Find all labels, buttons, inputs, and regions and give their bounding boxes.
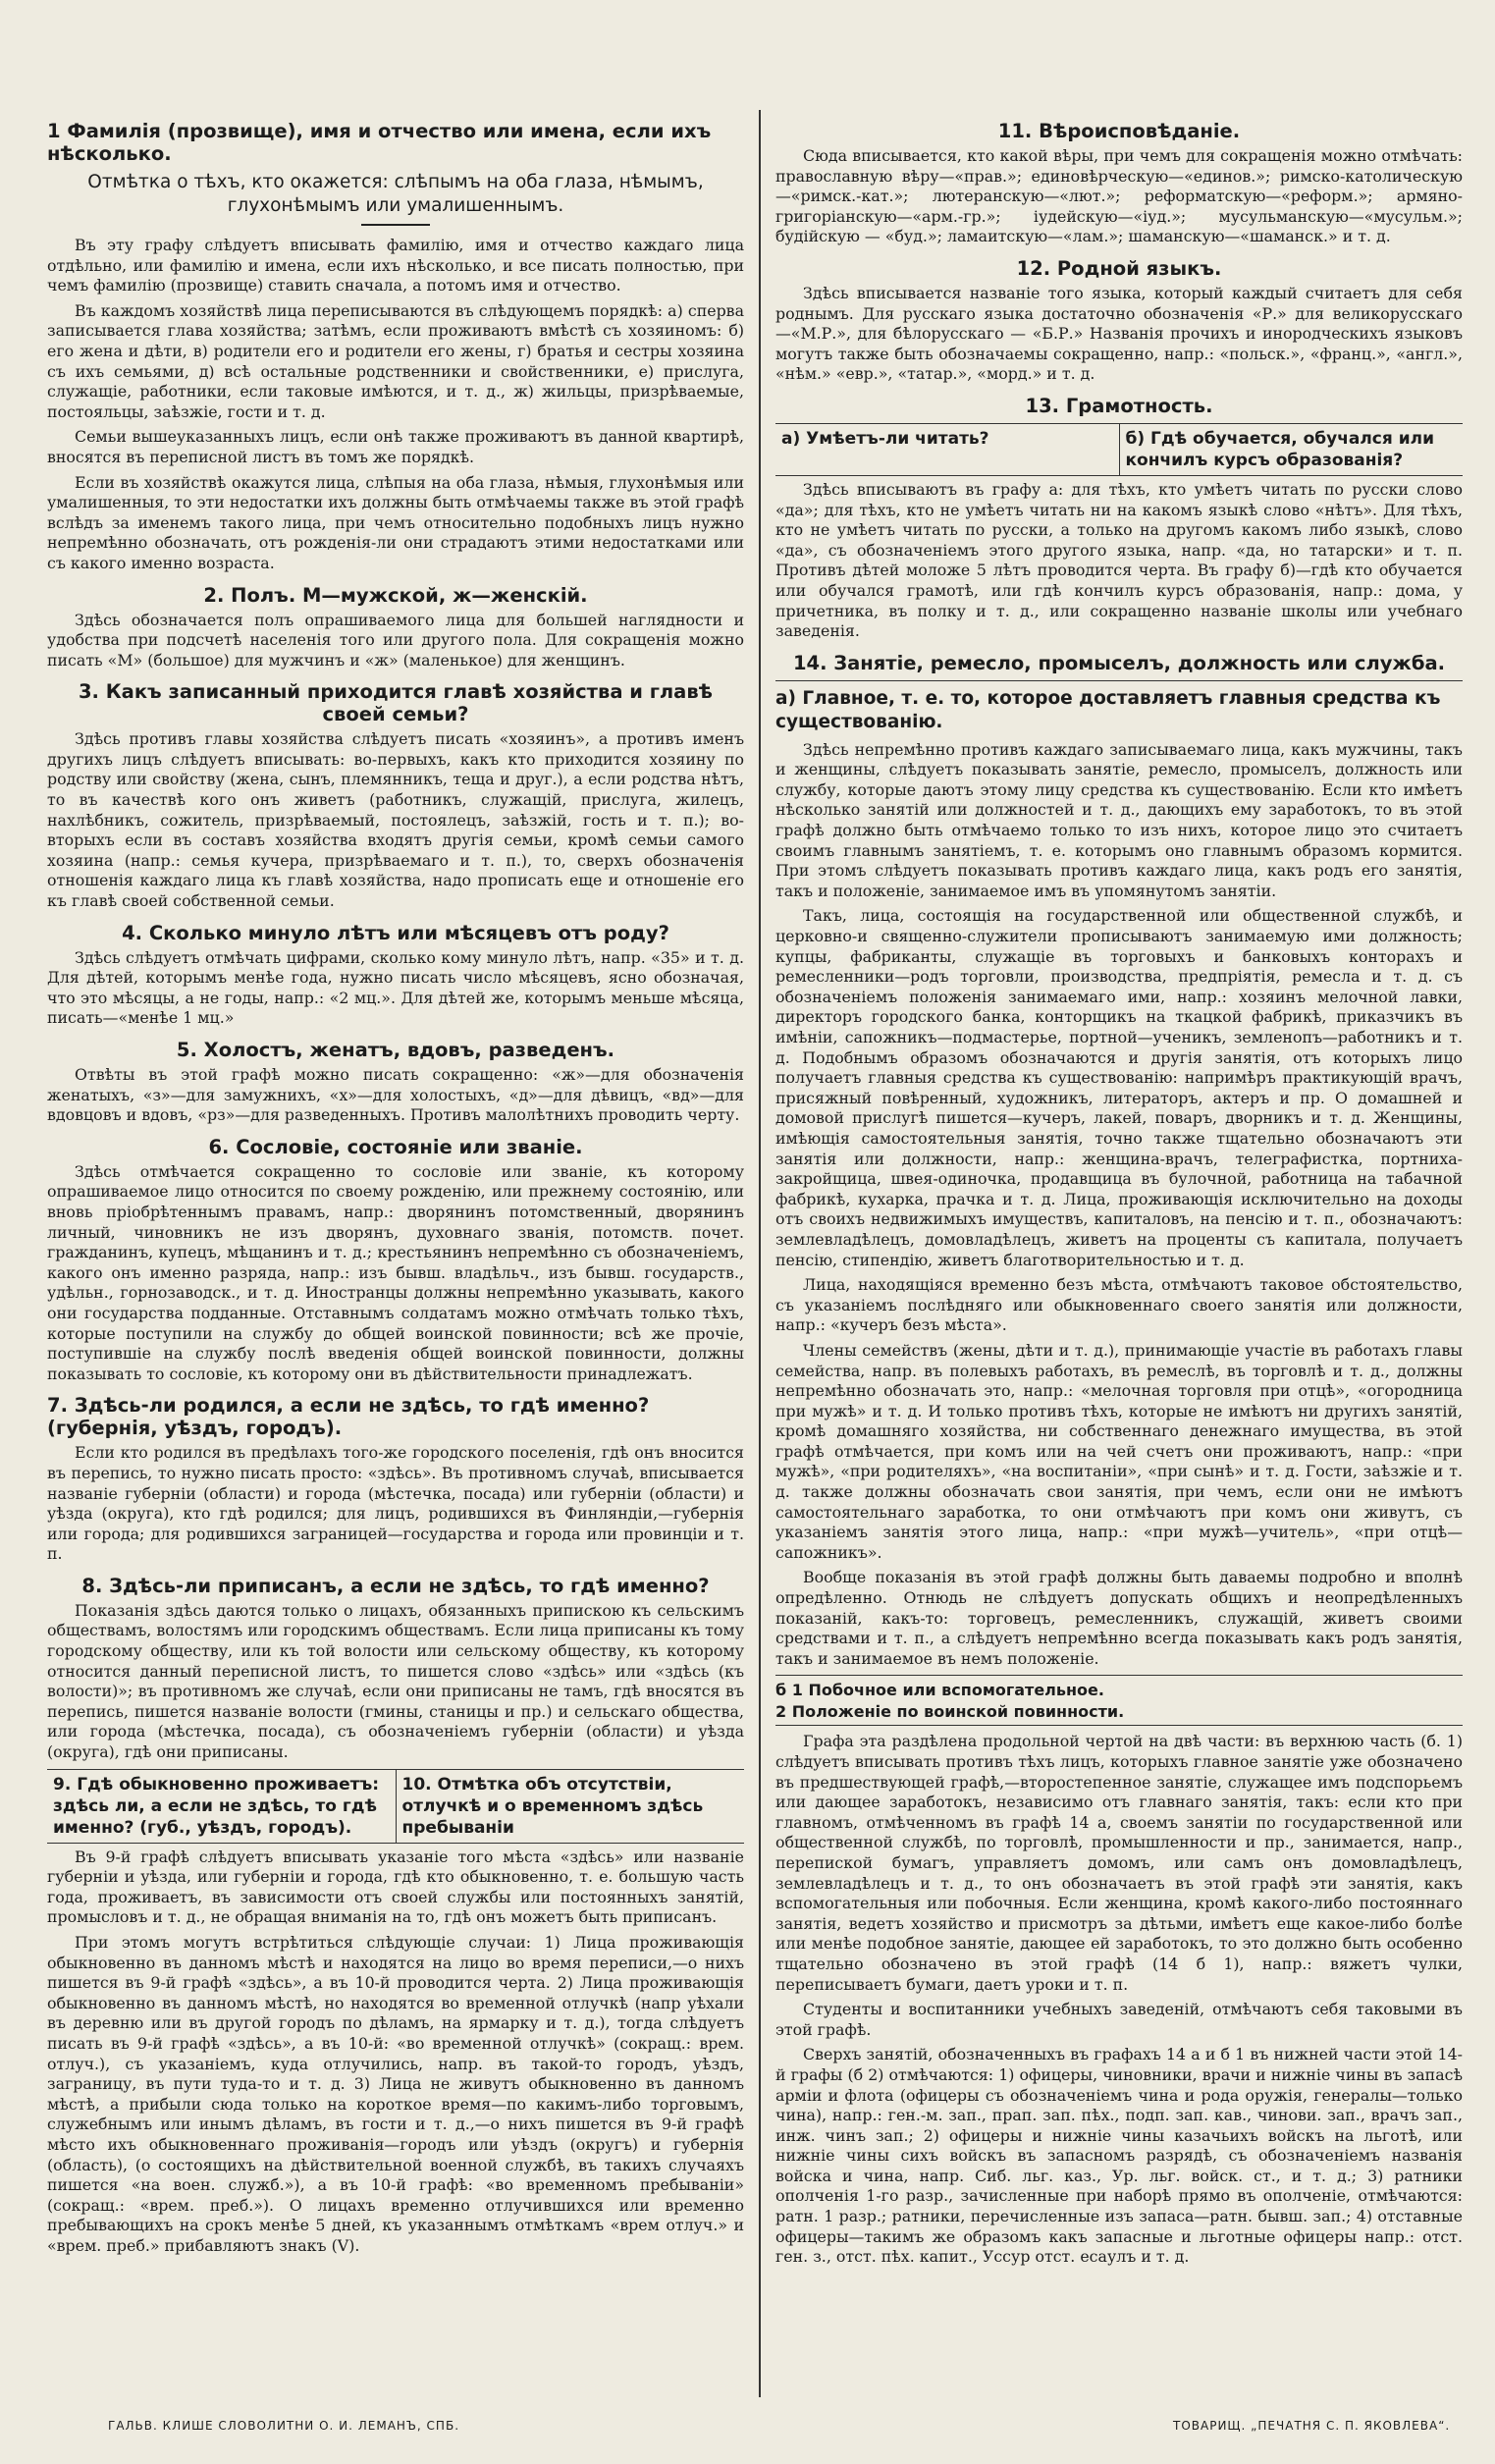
paragraph: Вообще показанія въ этой графѣ должны быть даваемы подробно и вполнѣ опредѣленно. Отнюдь не слѣдуетъ допускать общихъ и неопредѣленныхъ показаній, какъ-то: торговецъ, ремесленникъ, служащій, живетъ своими средствами и т. п., а слѣдуетъ непремѣнно всегда показывать какъ родъ занятія, такъ и занимаемое въ немъ положеніе. xyxy=(775,1568,1463,1668)
paragraph: Лица, находящіяся временно безъ мѣста, отмѣчаютъ таковое обстоятельство, съ указаніемъ послѣдняго или обыкновеннаго своего занятія или должности, напр.: «кучеръ безъ мѣста». xyxy=(775,1275,1463,1335)
section-11-title: 11. Вѣроисповѣданіе. xyxy=(997,120,1241,142)
paragraph: Въ 9-й графѣ слѣдуетъ вписывать указаніе того мѣста «здѣсь» или названіе губерніи и уѣзда, или губерніи и города, гдѣ кто обыкновенно, т. е. большую часть года, проживаетъ, въ зависимости отъ своей службы или постоянныхъ занятій, промысловъ и т. д., не обращая вниманія на то, гдѣ онъ можетъ быть приписанъ. xyxy=(47,1847,744,1927)
section-14b-header xyxy=(775,1675,1463,1726)
section-9-title: 9. Гдѣ обыкновенно проживаетъ: здѣсь ли, а если не здѣсь, то гдѣ именно? (губ., уѣздъ, городъ). xyxy=(53,1774,380,1838)
paragraph: Семьи вышеуказанныхъ лицъ, если онѣ также проживаютъ въ данной квартирѣ, вносятся въ переписной листъ въ томъ же порядкѣ. xyxy=(47,427,744,466)
paragraph: Студенты и воспитанники учебныхъ заведеній, отмѣчаютъ себя таковыми въ этой графѣ. xyxy=(775,2000,1463,2039)
section-13-title: 13. Грамотность. xyxy=(1025,394,1213,417)
section-14b2-title: 2 Положеніе по воинской повинности. xyxy=(775,1702,1125,1722)
section-2-title: 2. Полъ. М—мужской, ж—женскій. xyxy=(203,583,588,607)
paragraph: Здѣсь слѣдуетъ отмѣчать цифрами, сколько кому минуло лѣтъ, напр. «35» и т. д. Для дѣтей, которымъ менѣе года, нужно писать число мѣсяцевъ, ясно обозначая, что это мѣсяцы, а не годы, напр.: «2 мц.». Для дѣтей же, которымъ меньше мѣсяца, писать—«менѣе 1 мц.» xyxy=(47,947,744,1028)
section-14a-subtitle: а) Главное, т. е. то, которое доставляетъ главныя средства къ существованію. xyxy=(775,687,1441,732)
paragraph: Если кто родился въ предѣлахъ того-же городского поселенія, гдѣ онъ вносится въ перепись, то нужно писать просто: «здѣсь». Въ противномъ случаѣ, вписывается названіе губерніи (области) и города (мѣстечка, посада) или губерніи (области) и уѣзда (округа), кто гдѣ родился; для лицъ, родившихся въ Финляндіи,—губернія или города; для родившихся заграницей—государства и города или провинціи и т. п. xyxy=(47,1443,744,1564)
paragraph: Здѣсь вписываютъ въ графу а: для тѣхъ, кто умѣетъ читать по русски слово «да»; для тѣхъ, кто не умѣетъ читать ни на какомъ языкѣ слово «нѣтъ». Для тѣхъ, кто не умѣетъ читать по русски, а только на другомъ какомъ либо языкѣ, слово «да», съ обозначеніемъ этого другого языка, напр. «да, но татарски» и т. п. Противъ дѣтей моложе 5 лѣтъ проводится черта. Въ графу б)—гдѣ кто обучается или обучался грамотѣ, или гдѣ кончилъ курсъ образованія, напр.: дома, у причетника, въ полку и т. д., или сокращенно названіе школы или учебнаго заведенія. xyxy=(775,479,1463,641)
paragraph: Сверхъ занятій, обозначенныхъ въ графахъ 14 а и б 1 въ нижней части этой 14-й графы (б 2) отмѣчаются: 1) офицеры, чиновники, врачи и нижніе чины въ запасѣ арміи и флота (офицеры съ обозначеніемъ чина и рода оружія, генералы—только чина), напр.: ген.-м. зап., прап. зап. пѣх., подп. зап. кав., чинови. зап., врачъ зап., инж. чинъ зап.; 2) офицеры и нижніе чины казачьихъ войскъ на льготѣ, или нижніе чины сихъ войскъ въ запасномъ разрядѣ, съ обозначеніемъ названія войска и чина, напр. Сиб. льг. каз., Ур. льг. войск. ст., и т. д.; 3) ратники ополченія 1-го разр., зачисленные при наборѣ прямо въ ополченіе, отмѣчаются: ратн. 1 разр.; ратники, перечисленные изъ запаса—ратн. бывш. зап.; 4) отставные офицеры—такимъ же образомъ какъ запасные и льготные офицеры напр.: отст. ген. з., отст. пѣх. капит., Уссур отст. есаулъ и т. д. xyxy=(775,2045,1463,2267)
paragraph: Графа эта раздѣлена продольной чертой на двѣ части: въ верхнюю часть (б. 1) слѣдуетъ вписывать противъ тѣхъ лицъ, которыхъ главное занятіе уже обозначено въ предшествующей графѣ,—второстепенное занятіе, служащее имъ подспорьемъ или дающее заработокъ, независимо отъ главнаго занятія, такъ: если кто при главномъ, отмѣченномъ въ графѣ 14 а, своемъ занятіи по государственной или общественной службѣ, по торговлѣ, промышленности и пр., занимается, напр., перепиской бумагъ, управляетъ домомъ, или самъ онъ домовладѣлецъ, землевладѣлецъ и т. д., то онъ обозначаетъ въ этой графѣ эти занятія, какъ вспомогательныя или побочныя. Если женщина, кромѣ какого-либо постояннаго занятія, ведетъ хозяйство и присмотръ за дѣтьми, имѣетъ еще какое-либо болѣе или менѣе подобное занятіе, дающее ей заработокъ, то это должно быть особенно тщательно обозначено въ этой графѣ (14 б 1), напр.: вяжетъ чулки, переписываетъ бумаги, даетъ уроки и т. п. xyxy=(775,1732,1463,1994)
paragraph: Показанія здѣсь даются только о лицахъ, обязанныхъ припискою къ сельскимъ обществамъ, волостямъ или городскимъ обществамъ. Если лица приписаны къ тому городскому обществу, или къ той волости или сельскому обществу, къ которому относится данный переписной листъ, то пишется слово «здѣсь» или «здѣсь (къ волости)»; въ противномъ же случаѣ, если они приписаны не тамъ, гдѣ вносятся въ перепись, пишется названіе волости (гмины, станицы и пр.) и сельскаго общества, или города (мѣстечка, посада), съ обозначеніемъ губерніи (области) и уѣзда (округа), гдѣ они приписаны. xyxy=(47,1600,744,1762)
divider xyxy=(361,224,430,226)
paragraph: Сюда вписывается, кто какой вѣры, при чемъ для сокращенія можно отмѣчать: православную вѣру—«прав.»; единовѣрческую—«единов.»; римско-католическую—«римск.-кат.»; лютеранскую—«лют.»; реформатскую—«реформ.»; армяно-григоріанскую—«арм.-гр.»; іудейскую—«іуд.»; мусульманскую—«мусульм.»; будійскую — «буд.»; ламаитскую—«лам.»; шаманскую—«шаманск.» и т. д. xyxy=(775,146,1463,246)
section-14b1-title: б 1 Побочное или вспомогательное. xyxy=(775,1681,1104,1700)
paragraph: Въ эту графу слѣдуетъ вписывать фамилію, имя и отчество каждаго лица отдѣльно, или фамилію и имена, если ихъ нѣсколько, и все писать полностью, при чемъ фамилію (прозвище) ставить сначала, а потомъ имя и отчество. xyxy=(47,236,744,295)
section-10-title: 10. Отмѣтка объ отсутствіи, отлучкѣ и о временномъ здѣсь пребываніи xyxy=(396,1770,745,1843)
printer-credit-right: ТОВАРИЩ. „ПЕЧАТНЯ С. П. ЯКОВЛЕВА“. xyxy=(1173,2419,1451,2433)
column-divider xyxy=(759,110,761,2397)
paragraph: Здѣсь вписывается названіе того языка, который каждый считаетъ для себя роднымъ. Для русскаго языка достаточно обозначенія «Р.» для великорусскаго—«М.Р.», для бѣлорусскаго — «Б.Р.» Названія прочихъ и инородческихъ языковъ могутъ также быть обозначаемы сокращенно, напр.: «польск.», «франц.», «англ.», «нѣм.» «евр.», «татар.», «морд.» и т. д. xyxy=(775,283,1463,384)
section-12-title: 12. Родной языкъ. xyxy=(1016,256,1222,280)
section-14-title: 14. Занятіе, ремесло, промыселъ, должность или служба. xyxy=(792,651,1446,674)
section-6-title: 6. Сословіе, состояніе или званіе. xyxy=(208,1135,583,1158)
paragraph: Въ каждомъ хозяйствѣ лица переписываются въ слѣдующемъ порядкѣ: а) сперва записывается глава хозяйства; затѣмъ, если проживаютъ вмѣстѣ съ хозяиномъ: б) его жена и дѣти, в) родители его и родители его жены, г) братья и сестры хозяина съ ихъ семьями, д) всѣ остальные родственники и свойственники, е) прислуга, служащіе, работники, если таковые имѣются, и т. д., ж) жильцы, призрѣваемые, постояльцы, заѣзжіе, гости и т. д. xyxy=(47,300,744,421)
paragraph: Здѣсь непремѣнно противъ каждаго записываемаго лица, какъ мужчины, такъ и женщины, слѣдуетъ показывать занятіе, ремесло, промыселъ, должность или службу, которые даютъ этому лицу средства къ существованію. Если кто имѣетъ нѣсколько занятій или должностей и т. д., дающихъ ему заработокъ, то въ этой графѣ должно быть отмѣчаемо только то изъ нихъ, которое лицо это считаетъ своимъ главнымъ занятіемъ, т. е. которымъ оно главнымъ образомъ кормится. При этомъ слѣдуетъ показывать противъ каждаго лица, какъ родъ его занятія, такъ и положеніе, занимаемое имъ въ упомянутомъ занятіи. xyxy=(775,739,1463,900)
section-3-title: 3. Какъ записанный приходится главѣ хозяйства и главѣ своей семьи? xyxy=(78,680,714,726)
paragraph: Члены семействъ (жены, дѣти и т. д.), принимающіе участіе въ работахъ главы семейства, напр. въ полевыхъ работахъ, въ ремеслѣ, въ торговлѣ и т. д., должны непремѣнно обозначать это, напр.: «мелочная торговля при отцѣ», «огородница при мужѣ» и т. д. И только противъ тѣхъ, которые не имѣютъ ни другихъ занятій, кромѣ домашняго хозяйства, ни собственнаго денежнаго имущества, въ этой графѣ отмѣчается, при комъ или на чей счетъ они проживаютъ, напр.: «при мужѣ», «при родителяхъ», «на воспитаніи», «при сынѣ» и т. д. Гости, заѣзжіе и т. д. также должны обозначать свои занятія, при чемъ, если они не имѣютъ самостоятельнаго заработка, то они отмѣчаютъ при комъ они живутъ, съ указаніемъ занятія этого лица, напр.: «при мужѣ—учитель», «при отцѣ—сапожникъ». xyxy=(775,1340,1463,1562)
section-4-title: 4. Сколько минуло лѣтъ или мѣсяцевъ отъ роду? xyxy=(122,921,669,944)
left-column xyxy=(47,110,744,2387)
right-column xyxy=(775,110,1463,2387)
paragraph: Здѣсь отмѣчается сокращенно то сословіе или званіе, къ которому опрашиваемое лицо относится по своему рожденію, или прежнему состоянію, или вновь пріобрѣтеннымъ правамъ, напр.: дворянинъ потомственный, дворянинъ личный, чиновникъ не изъ дворянъ, духовнаго званія, потомств. почет. гражданинъ, купецъ, мѣщанинъ и т. д.; крестьянинъ непремѣнно съ обозначеніемъ, какого онъ именно разряда, напр.: изъ бывш. владѣльч., изъ бывш. государств., удѣльн., горнозаводск., и т. д. Иностранцы должны непремѣнно указывать, какого они государства подданные. Отставнымъ солдатамъ можно отмѣчать только тѣхъ, которые поступили на службу до общей воинской повинности; всѣ же прочіе, поступившіе на службу послѣ введенія общей воинской повинности, должны показывать то сословіе, къ которому они въ дѣйствительности принадлежатъ. xyxy=(47,1161,744,1383)
paragraph: Здѣсь обозначается полъ опрашиваемого лица для большей наглядности и удобства при подсчетѣ населенія того или другого пола. Для сокращенія можно писать «М» (большое) для мужчинъ и «ж» (маленькое) для женщинъ. xyxy=(47,610,744,670)
paragraph: Здѣсь противъ главы хозяйства слѣдуетъ писать «хозяинъ», а противъ именъ другихъ лицъ слѣдуетъ вписывать: во-первыхъ, какъ кто приходится хозяину по родству или свойству (жена, сынъ, племянникъ, теща и друг.), а если родства нѣтъ, то въ качествѣ кого онъ живетъ (работникъ, служащій, прислуга, жилецъ, нахлѣбникъ, сожитель, призрѣваемый, постоялецъ, заѣзжій, гость и т. п.); во-вторыхъ если въ составъ хозяйства входятъ другія семьи, кромѣ семьи самого хозяина (напр.: семья кучера, призрѣваемаго и т. п.), то, сверхъ обозначенія отношенія каждаго лица къ главѣ хозяйства, надо прописать еще и отношеніе его къ главѣ своей собственной семьи. xyxy=(47,729,744,911)
section-13b-title: б) Гдѣ обучается, обучался или кончилъ курсъ образованія? xyxy=(1119,424,1464,475)
section-13-header xyxy=(775,423,1463,476)
section-9-10-header xyxy=(47,1769,744,1844)
paragraph: Такъ, лица, состоящія на государственной или общественной службѣ, и церковно-и священно-служители прописываютъ занимаемую ими должность; купцы, фабриканты, служащіе въ торговыхъ и банковыхъ конторахъ и ремесленники—родъ торговли, производства, предпріятія, ремесла и т. д. съ обозначеніемъ положенія занимаемаго ими, напр.: хозяинъ мелочной лавки, директоръ городского банка, конторщикъ на ткацкой фабрикѣ, приказчикъ въ имѣніи, сапожникъ—подмастерье, портной—ученикъ, земленопъ—работникъ и т. д. Подобнымъ образомъ обозначаются и другія занятія, отъ которыхъ лицо получаетъ главныя средства къ существованію: напримѣръ практикующій врачъ, присяжный повѣренный, художникъ, литераторъ, актеръ и пр. О домашней и домовой прислугѣ пишется—кучеръ, лакей, поваръ, дворникъ и т. д. Женщины, имѣющія самостоятельныя занятія, точно также тщательно обозначаютъ эти занятія или должности, напр.: женщина-врачъ, телеграфистка, портниха-закройщица, швея-одиночка, продавщица въ булочной, работница на табачной фабрикѣ, кухарка, прачка и т. д. Лица, проживающія исключительно на доходы отъ своихъ недвижимыхъ имуществъ, капиталовъ, на пенсію и т. п., обозначаютъ: землевладѣлецъ, домовладѣлецъ, живетъ на проценты съ капитала, получаетъ пенсію, стипендію, живетъ благотворительностью и т. д. xyxy=(775,906,1463,1269)
section-1-subtitle: Отмѣтка о тѣхъ, кто окажется: слѣпымъ на оба глаза, нѣмымъ, глухонѣмымъ или умалишеннымъ. xyxy=(87,172,704,216)
section-1-title: 1 Фамилія (прозвище), имя и отчество или имена, если ихъ нѣсколько. xyxy=(47,120,712,165)
paragraph: Если въ хозяйствѣ окажутся лица, слѣпыя на оба глаза, нѣмыя, глухонѣмыя или умалишенныя, то эти недостатки ихъ должны быть отмѣчаемы также въ этой графѣ вслѣдъ за именемъ такого лица, при чемъ относительно подобныхъ лицъ нужно непремѣнно обозначать, отъ рожденія-ли они страдаютъ этими недостатками или съ какого именно возраста. xyxy=(47,472,744,572)
paragraph: Отвѣты въ этой графѣ можно писать сокращенно: «ж»—для обозначенія женатыхъ, «з»—для замужнихъ, «х»—для холостыхъ, «д»—для дѣвицъ, «вд»—для вдовцовъ и вдовъ, «рз»—для разведенныхъ. Противъ малолѣтнихъ проводить черту. xyxy=(47,1065,744,1125)
section-8-title: 8. Здѣсь-ли приписанъ, а если не здѣсь, то гдѣ именно? xyxy=(81,1574,710,1597)
section-5-title: 5. Холостъ, женатъ, вдовъ, разведенъ. xyxy=(176,1039,615,1061)
section-7-title: 7. Здѣсь-ли родился, а если не здѣсь, то гдѣ именно? (губернія, уѣздъ, городъ). xyxy=(47,1394,650,1440)
divider xyxy=(775,680,1463,681)
paragraph: При этомъ могутъ встрѣтиться слѣдующіе случаи: 1) Лица проживающія обыкновенно въ данномъ мѣстѣ и находятся на лицо во время переписи,—о нихъ пишется въ 9-й графѣ «здѣсь», а въ 10-й проводится черта. 2) Лица проживающія обыкновенно въ данномъ мѣстѣ, но находятся во временной отлучкѣ (напр уѣхали въ деревню или въ другой городъ по дѣламъ, на ярмарку и т. д.), тогда слѣдуетъ писать въ 9-й графѣ «здѣсь», а въ 10-й: «во временной отлучкѣ» (сокращ.: врем. отлуч.), съ указаніемъ, куда отлучились, напр. въ такой-то городъ, уѣздъ, заграницу, въ пути туда-то и т. д. 3) Лица не живутъ обыкновенно въ данномъ мѣстѣ, а прибыли сюда только на короткое время—по какимъ-либо торговымъ, служебнымъ или инымъ дѣламъ, въ гости и т. д.,—о нихъ пишется въ 9-й графѣ мѣсто ихъ обыкновеннаго проживанія—городъ или уѣздъ (округъ) и губернія (область), (о состоящихъ на дѣйствительной военной службѣ, въ такихъ случаяхъ пишется «на воен. служб.»), а въ 10-й графѣ: «во временномъ пребываніи» (сокращ.: «врем. преб.»). О лицахъ временно отлучившихся или временно пребывающихъ на срокъ менѣе 5 дней, къ указаннымъ отмѣткамъ «врем отлуч.» и «врем. преб.» прибавляютъ знакъ (V). xyxy=(47,1933,744,2255)
printer-credit-left: ГАЛЬВ. КЛИШЕ СЛОВОЛИТНИ О. И. ЛЕМАНЪ, СПБ. xyxy=(108,2419,460,2433)
section-13a-title: а) Умѣетъ-ли читать? xyxy=(781,428,989,449)
